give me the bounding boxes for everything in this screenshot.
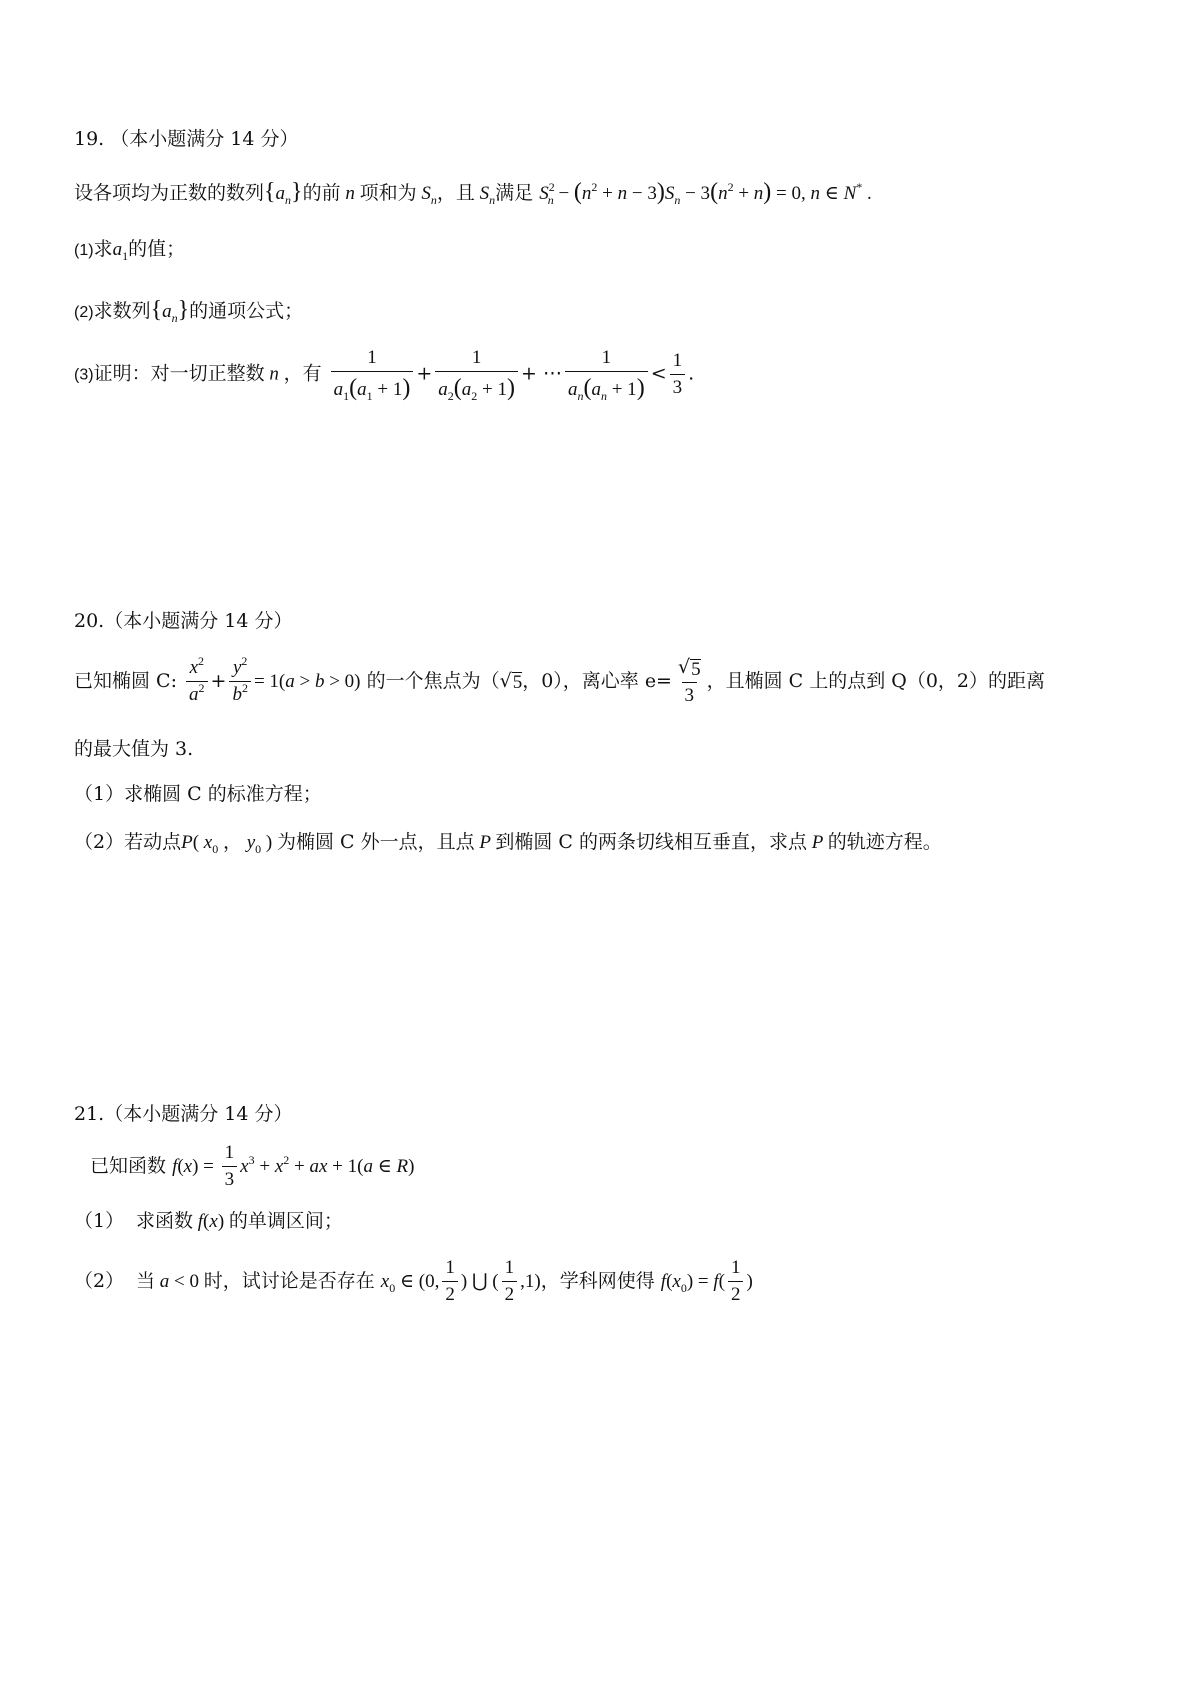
q21-p2-pre: 当 xyxy=(136,1269,156,1292)
q19-p2-label: (2) xyxy=(74,304,94,321)
seq-an: $\{a_n\}$ xyxy=(264,179,303,207)
q20-part2: （2）若动点P( $x_0$ ， $y_0$ ) 为椭圆 C 外一点，且点 P 到椭圆 C 的两条切线相互垂直，求点 P 的轨迹方程。 xyxy=(74,831,942,856)
frac-term-n: $\frac{1}{a_n(a_n + 1)}$ xyxy=(565,348,648,401)
frac-term-1: $\frac{1}{a_1(a_1 + 1)}$ xyxy=(331,348,414,401)
q20-p2-mid: 为椭圆 C 外一点，且点 xyxy=(277,831,475,853)
q19-p2-pre: 求数列 xyxy=(93,300,151,322)
q19-stem-mid2: 项和为 xyxy=(359,182,417,204)
q20-stem-mid1: 的一个焦点为（ xyxy=(366,669,500,692)
q19-stem: 设各项均为正数的数列$\{a_n\}$的前 n 项和为 $S_n$，且 $S_n$满足 $S^2_n - (n^2 + n - 3)S_n - 3(n^2 + n) = 0$, n ∈ N* . xyxy=(74,179,872,207)
q21-p2-mid1: 时，试讨论是否存在 xyxy=(203,1269,375,1292)
q19-stem-mid3: ，且 xyxy=(436,182,475,204)
q21-stem: 已知函数 f(x) = $\frac{1}{3}$ $x^3 + x^2$ + ax + 1(a ∈ R) xyxy=(90,1142,415,1190)
sqrt-5: √ 5 xyxy=(499,669,523,693)
q21-p2-mid2: ，学科网使得 xyxy=(540,1269,655,1292)
q19-equation: $S^2_n - (n^2 + n - 3)S_n - 3(n^2 + n) = 0$, n ∈ N* . xyxy=(539,179,872,207)
q19-p3-label: (3) xyxy=(74,366,94,384)
q19-part2: (2)求数列$\{a_n\}$的通项公式； xyxy=(74,297,304,325)
frac-one-third: $\frac{1}{3}$ xyxy=(670,351,686,399)
q20-stem-line2: 的最大值为 3. xyxy=(74,738,194,760)
frac-half-2: $\frac{1}{2}$ xyxy=(502,1258,518,1306)
q20-p2-mid2: 到椭圆 C 的两条切线相互垂直，求点 xyxy=(495,831,808,853)
q19-p3-mid: ，有 xyxy=(283,362,322,385)
frac-sqrt5-3: √ 5 3 xyxy=(677,656,701,706)
q19-part3: (3)证明：对一切正整数 n ，有 $\frac{1}{a_1(a_1 + 1)}$ + $\frac{1}{a_2(a_2 + 1)}$ + ⋯ $\frac{1}{a_n(a_n + 1)}$ < $\frac{1}{3}$ . xyxy=(74,347,695,403)
q20-part1: （1）求椭圆 C 的标准方程； xyxy=(74,783,322,805)
q19-p1-post: 的值； xyxy=(128,238,186,260)
q21-header: 21.（本小题满分 14 分） xyxy=(74,1103,293,1125)
q21-p1-label: （1） xyxy=(74,1210,125,1232)
q20-stem-mid2: ，0），离心率 e= xyxy=(522,669,672,692)
frac-y2-b2: $\frac{y^2}{b^2}$ xyxy=(229,658,251,706)
q21-part2: （2） 当 a < 0 时，试讨论是否存在 $x_0$ ∈ (0, $\frac{1}{2}$ ) ⋃ ( $\frac{1}{2}$ ,1)，学科网使得 $f(x_0) = f$( $\frac{1}{2}$ ) xyxy=(74,1257,753,1305)
q20-stem: 已知椭圆 C: $\frac{x^2}{a^2}$ + $\frac{y^2}{b^2}$ = 1(a > b > 0) 的一个焦点为（ √ 5 ，0），离心率 e= √ 5 3 ，且椭圆 C 上的点到 Q（0，2）的距离 xyxy=(74,654,1046,706)
q20-p2-pre: （2）若动点 xyxy=(74,831,182,853)
q21-part1: （1） 求函数 f(x) 的单调区间； xyxy=(74,1210,343,1232)
q19-p1-label: (1) xyxy=(74,242,94,259)
q19-header: 19. （本小题满分 14 分） xyxy=(74,128,299,150)
frac-term-2: $\frac{1}{a_2(a_2 + 1)}$ xyxy=(435,348,518,401)
q20-stem-pre: 已知椭圆 C: xyxy=(74,669,177,692)
q19-stem-mid1: 的前 xyxy=(302,182,341,204)
q19-stem-pre: 设各项均为正数的数列 xyxy=(74,182,265,204)
frac-half-1: $\frac{1}{2}$ xyxy=(442,1258,458,1306)
q19-part1: (1)求$a_1$的值； xyxy=(74,238,186,263)
frac-half-3: $\frac{1}{2}$ xyxy=(728,1258,744,1306)
q19-p2-post: 的通项公式； xyxy=(189,300,304,322)
frac-one-third-b: $\frac{1}{3}$ xyxy=(222,1143,238,1191)
q21-p2-label: （2） xyxy=(74,1269,125,1292)
frac-x2-a2: $\frac{x^2}{a^2}$ xyxy=(186,658,208,706)
q19-p1-pre: 求 xyxy=(93,238,113,260)
q20-stem-post: ，且椭圆 C 上的点到 Q（0，2）的距离 xyxy=(706,669,1046,692)
q21-p1-post: 的单调区间； xyxy=(228,1210,343,1232)
q21-stem-pre: 已知函数 xyxy=(90,1154,167,1177)
q21-p1-pre: 求函数 xyxy=(136,1210,194,1232)
q20-p2-post: 的轨迹方程。 xyxy=(827,831,942,853)
q19-stem-mid4: 满足 xyxy=(495,182,534,204)
q20-header: 20.（本小题满分 14 分） xyxy=(74,610,293,632)
q19-p3-pre: 证明：对一切正整数 xyxy=(93,362,265,385)
